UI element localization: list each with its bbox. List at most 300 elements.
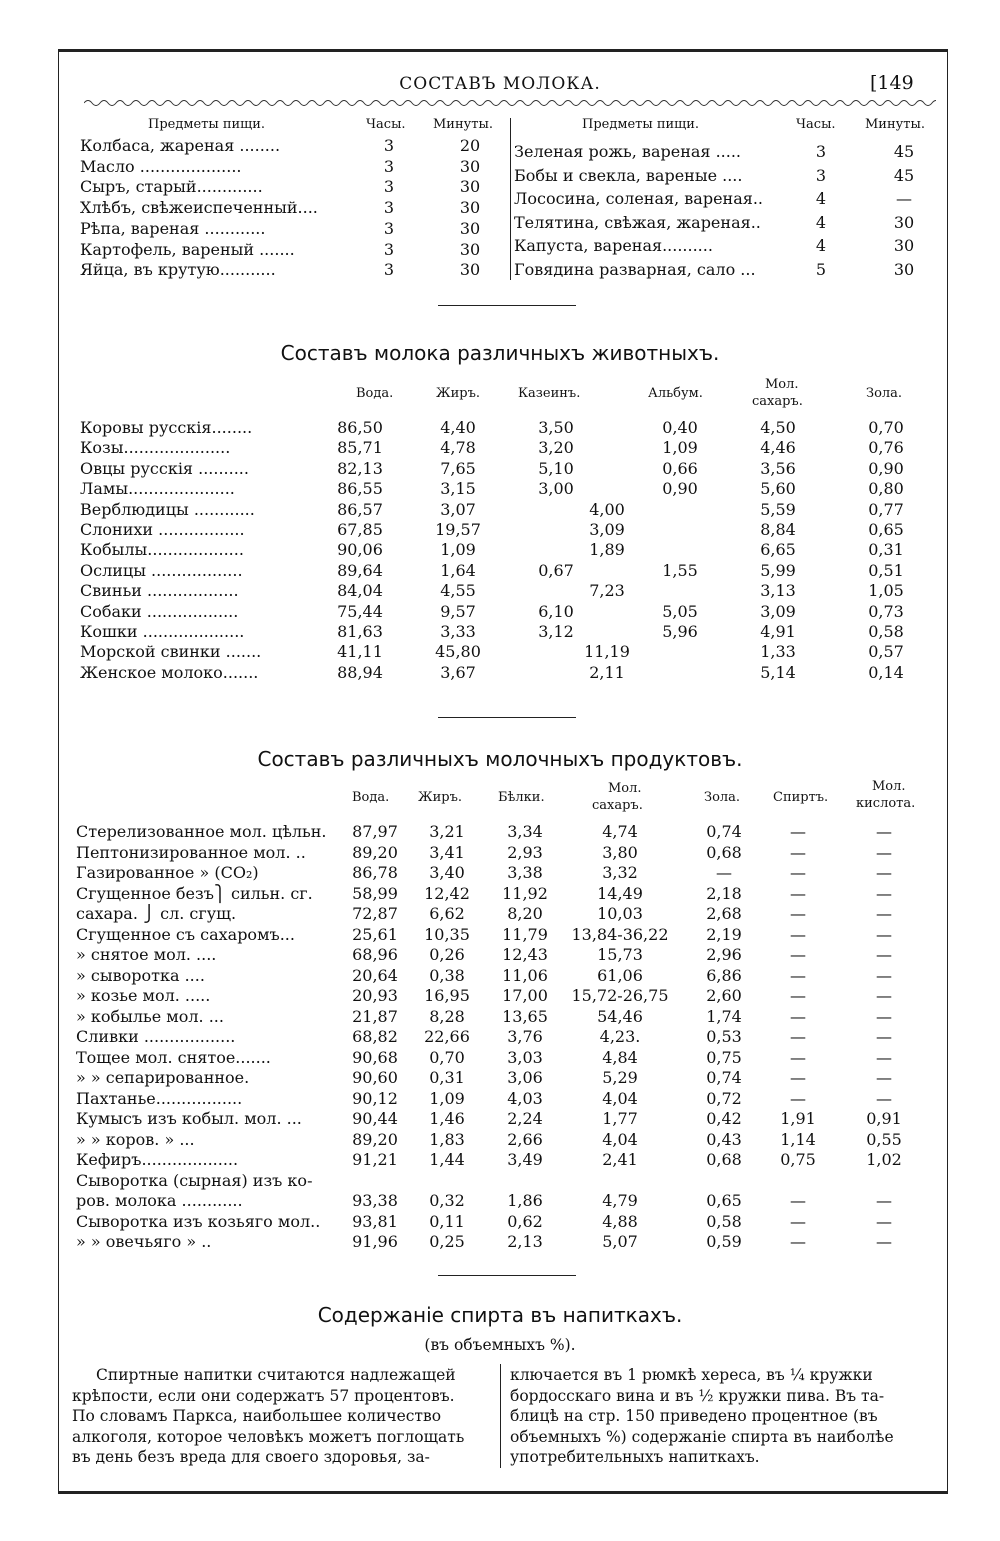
animal-name: Кошки .................... (80, 622, 245, 641)
animal-name: Морской свинки ....... (80, 642, 262, 662)
casein-value: 5,10 (538, 458, 574, 478)
value-cell: 10,03 (597, 904, 643, 923)
hours-value: 3 (815, 165, 827, 185)
water-value: 75,44 (337, 601, 383, 621)
value-cell: 0,42 (706, 1109, 742, 1128)
column-header: Вода. (356, 386, 394, 401)
sugar-value: 5,59 (760, 499, 796, 519)
value-cell: — (876, 1191, 892, 1210)
casein-value: 3,20 (538, 438, 574, 458)
value-cell: — (790, 1068, 806, 1087)
water-value: 88,94 (337, 662, 383, 682)
hours-value: 3 (383, 239, 395, 259)
value-cell: 0,91 (866, 1109, 902, 1128)
product-name: Сгущенное съ сахаромъ... (76, 924, 295, 944)
column-header: Часы. (366, 117, 406, 132)
value-cell: 54,46 (597, 1006, 643, 1026)
water-value: 86,50 (337, 418, 383, 437)
value-cell: 6,86 (706, 965, 742, 985)
value-cell: 72,87 (352, 904, 398, 923)
value-cell: 0,38 (429, 965, 465, 985)
page-number: [149 (870, 72, 914, 94)
paragraph-line: Спиртные напитки считаются надлежащей (96, 1366, 456, 1384)
value-cell: 2,13 (507, 1232, 543, 1251)
value-cell: 91,96 (352, 1232, 398, 1251)
water-value: 85,71 (337, 438, 383, 458)
ash-value: 0,65 (868, 520, 904, 539)
minutes-value: 30 (893, 212, 915, 232)
sugar-value: 6,65 (760, 540, 796, 560)
value-cell: 0,55 (866, 1129, 902, 1149)
hours-value: 4 (815, 212, 827, 232)
casein-value: 6,10 (538, 601, 574, 621)
value-cell: 12,43 (502, 945, 548, 964)
separator (438, 1275, 576, 1276)
value-cell: — (876, 863, 892, 882)
column-header: Мол. (765, 377, 799, 392)
product-name: Сливки .................. (76, 1027, 236, 1046)
value-cell: — (876, 1068, 892, 1087)
value-cell: — (790, 1027, 806, 1046)
value-cell: 11,79 (502, 924, 548, 944)
value-cell: 5,29 (602, 1068, 638, 1087)
value-cell: 3,49 (507, 1150, 543, 1169)
hours-value: 4 (815, 189, 827, 208)
food-item: Телятина, свѣжая, жареная.. (514, 212, 761, 232)
value-cell: — (790, 863, 806, 882)
value-cell: — (790, 1232, 806, 1251)
product-name: Пахтанье................. (76, 1088, 243, 1108)
value-cell: 4,74 (602, 822, 638, 841)
value-cell: 13,84-36,22 (571, 924, 669, 944)
fat-value: 9,57 (440, 601, 476, 621)
value-cell: 1,77 (602, 1109, 638, 1128)
column-header: Жиръ. (418, 790, 462, 805)
value-cell: — (790, 904, 806, 923)
value-cell: 2,96 (706, 945, 742, 964)
value-cell: 90,68 (352, 1047, 398, 1067)
sugar-value: 4,50 (760, 418, 796, 437)
value-cell: 68,96 (352, 945, 398, 964)
value-cell: 15,72-26,75 (571, 986, 669, 1005)
water-value: 82,13 (337, 458, 383, 478)
value-cell: 3,40 (429, 863, 465, 882)
fat-value: 4,55 (440, 581, 476, 601)
value-cell: 2,18 (706, 883, 742, 903)
value-cell: 0,68 (706, 842, 742, 862)
water-value: 84,04 (337, 581, 383, 601)
hours-value: 3 (815, 142, 827, 161)
minutes-value: 30 (459, 239, 481, 259)
ash-value: 0,90 (868, 458, 904, 478)
product-name: Тощее мол. снятое....... (76, 1047, 271, 1067)
animal-name: Женское молоко....... (80, 662, 259, 682)
food-item: Рѣпа, вареная ............ (80, 218, 266, 238)
casein-value: 3,00 (538, 479, 574, 499)
minutes-value: 30 (893, 236, 915, 255)
value-cell: — (876, 945, 892, 964)
protein-value: 2,11 (589, 662, 625, 682)
ash-value: 0,73 (868, 601, 904, 621)
value-cell: — (790, 1088, 806, 1108)
food-item: Масло .................... (80, 156, 242, 176)
minutes-value: 30 (893, 259, 915, 279)
value-cell: 93,81 (352, 1211, 398, 1231)
albumin-value: 0,90 (662, 479, 698, 499)
value-cell: 10,35 (424, 924, 470, 944)
animal-name: Свиньи .................. (80, 581, 239, 601)
value-cell: 8,28 (429, 1006, 465, 1026)
column-header: сахаръ. (592, 798, 643, 813)
value-cell: — (790, 924, 806, 944)
value-cell: 1,74 (706, 1006, 742, 1026)
value-cell: 11,06 (502, 965, 548, 985)
ash-value: 0,58 (868, 622, 904, 641)
value-cell: 87,97 (352, 822, 398, 841)
value-cell: 0,70 (429, 1047, 465, 1067)
value-cell: 68,82 (352, 1027, 398, 1046)
minutes-value: 30 (459, 198, 481, 218)
value-cell: 89,20 (352, 842, 398, 862)
value-cell: 2,66 (507, 1129, 543, 1149)
value-cell: 86,78 (352, 863, 398, 882)
hours-value: 3 (383, 177, 395, 197)
value-cell: 4,04 (602, 1088, 638, 1108)
value-cell: 3,38 (507, 863, 543, 882)
fat-value: 3,07 (440, 499, 476, 519)
value-cell: 1,14 (780, 1129, 816, 1149)
value-cell: 90,60 (352, 1068, 398, 1087)
value-cell: 90,44 (352, 1109, 398, 1128)
fat-value: 3,33 (440, 622, 476, 641)
water-value: 81,63 (337, 622, 383, 641)
value-cell: — (790, 1211, 806, 1231)
protein-value: 4,00 (589, 499, 625, 519)
albumin-value: 5,96 (662, 622, 698, 641)
animal-name: Верблюдицы ............ (80, 499, 255, 519)
fat-value: 7,65 (440, 458, 476, 478)
protein-value: 7,23 (589, 581, 625, 601)
water-value: 86,55 (337, 479, 383, 499)
value-cell: 1,02 (866, 1150, 902, 1169)
protein-value: 11,19 (584, 642, 630, 662)
product-name: » » коров. » ... (76, 1129, 195, 1149)
fat-value: 45,80 (435, 642, 481, 662)
albumin-value: 5,05 (662, 601, 698, 621)
sugar-value: 4,46 (760, 438, 796, 458)
value-cell: 3,21 (429, 822, 465, 841)
value-cell: 4,88 (602, 1211, 638, 1231)
fat-value: 4,78 (440, 438, 476, 458)
value-cell: 0,72 (706, 1088, 742, 1108)
value-cell: 5,07 (602, 1232, 638, 1251)
value-cell: 3,32 (602, 863, 638, 882)
value-cell: — (876, 842, 892, 862)
product-name: » кобылье мол. ... (76, 1006, 224, 1026)
food-item: Капуста, вареная.......... (514, 236, 713, 255)
value-cell: — (876, 904, 892, 923)
value-cell: 1,09 (429, 1088, 465, 1108)
food-item: Колбаса, жареная ........ (80, 136, 281, 155)
paragraph-line: По словамъ Паркса, наибольшее количество (72, 1407, 442, 1425)
ash-value: 0,70 (868, 418, 904, 437)
fat-value: 1,09 (440, 540, 476, 560)
column-header: Предметы пищи. (148, 117, 266, 132)
value-cell: 0,62 (507, 1211, 543, 1231)
sugar-value: 4,91 (760, 622, 796, 641)
column-header: Жиръ. (436, 386, 480, 401)
water-value: 41,11 (337, 642, 383, 662)
product-name: Кумысъ изъ кобыл. мол. ... (76, 1109, 302, 1128)
water-value: 86,57 (337, 499, 383, 519)
food-item: Хлѣбъ, свѣжеиспеченный.... (80, 198, 318, 218)
sugar-value: 1,33 (760, 642, 796, 662)
value-cell: 4,03 (507, 1088, 543, 1108)
product-name: Стерелизованное мол. цѣльн. (76, 822, 327, 841)
value-cell: 90,12 (352, 1088, 398, 1108)
fat-value: 4,40 (440, 418, 476, 437)
minutes-value: 30 (459, 156, 481, 176)
minutes-value: 30 (459, 177, 481, 197)
value-cell: 0,26 (429, 945, 465, 964)
value-cell: 0,11 (429, 1211, 465, 1231)
sugar-value: 3,13 (760, 581, 796, 601)
hours-value: 3 (383, 260, 395, 280)
column-header: Мол. (872, 779, 906, 794)
hours-value: 3 (383, 136, 395, 155)
hours-value: 5 (815, 259, 827, 279)
column-header: Мол. (608, 781, 642, 796)
value-cell: — (876, 1232, 892, 1251)
animal-name: Козы..................... (80, 438, 231, 458)
value-cell: — (790, 945, 806, 964)
value-cell: 13,65 (502, 1006, 548, 1026)
column-header: Вода. (352, 790, 390, 805)
value-cell: 22,66 (424, 1027, 470, 1046)
sugar-value: 3,09 (760, 601, 796, 621)
value-cell: 3,03 (507, 1047, 543, 1067)
value-cell: 4,23. (599, 1027, 641, 1046)
product-name: ров. молока ............ (76, 1191, 243, 1210)
value-cell: — (790, 1191, 806, 1210)
ash-value: 0,76 (868, 438, 904, 458)
albumin-value: 1,55 (662, 560, 698, 580)
minutes-value: 45 (893, 165, 915, 185)
column-header: Предметы пищи. (582, 117, 700, 132)
value-cell: 1,83 (429, 1129, 465, 1149)
water-value: 90,06 (337, 540, 383, 560)
column-divider (500, 1364, 501, 1468)
value-cell: 21,87 (352, 1006, 398, 1026)
alcohol-title: Содержаніе спирта въ напиткахъ. (317, 1303, 683, 1327)
sugar-value: 5,14 (760, 662, 796, 682)
paragraph-line: ключается въ 1 рюмкѣ хереса, въ ¼ кружки (510, 1366, 873, 1384)
column-header: Казеинъ. (518, 386, 581, 401)
animal-name: Ослицы .................. (80, 560, 243, 580)
ash-value: 0,51 (868, 560, 904, 580)
value-cell: 2,60 (706, 986, 742, 1005)
digestion-divider (510, 118, 511, 280)
value-cell: 2,93 (507, 842, 543, 862)
value-cell: — (876, 1088, 892, 1108)
animal-name: Кобылы................... (80, 540, 244, 560)
product-name: Сыворотка изъ козьяго мол.. (76, 1211, 321, 1231)
separator (438, 717, 576, 718)
paragraph-line: въ день безъ вреда для своего здоровья, за- (72, 1448, 430, 1466)
product-name: Кефиръ................... (76, 1150, 239, 1169)
column-header: Бѣлки. (498, 790, 545, 805)
water-value: 89,64 (337, 560, 383, 580)
value-cell: 0,25 (429, 1232, 465, 1251)
value-cell: 91,21 (352, 1150, 398, 1169)
value-cell: — (790, 986, 806, 1005)
product-name: » сыворотка .... (76, 965, 205, 985)
hours-value: 3 (383, 218, 395, 238)
value-cell: 0,75 (780, 1150, 816, 1169)
value-cell: 14,49 (597, 883, 643, 903)
value-cell: 0,74 (706, 1068, 742, 1087)
value-cell: — (790, 1006, 806, 1026)
value-cell: — (876, 1047, 892, 1067)
column-header: сахаръ. (752, 394, 803, 409)
value-cell: — (876, 986, 892, 1005)
value-cell: 4,79 (602, 1191, 638, 1210)
casein-value: 3,50 (538, 418, 574, 437)
casein-value: 0,67 (538, 560, 574, 580)
food-item: Яйца, въ крутую........... (80, 260, 276, 280)
value-cell: 20,64 (352, 965, 398, 985)
albumin-value: 1,09 (662, 438, 698, 458)
value-cell: 12,42 (424, 883, 470, 903)
sugar-value: 8,84 (760, 520, 796, 539)
value-cell: 0,32 (429, 1191, 465, 1210)
product-name: Пептонизированное мол. .. (76, 842, 306, 862)
hours-value: 3 (383, 198, 395, 218)
value-cell: 93,38 (352, 1191, 398, 1210)
sugar-value: 5,60 (760, 479, 796, 499)
value-cell: 61,06 (597, 965, 643, 985)
minutes-value: — (896, 189, 912, 208)
casein-value: 3,12 (538, 622, 574, 641)
ash-value: 0,77 (868, 499, 904, 519)
value-cell: 1,44 (429, 1150, 465, 1169)
paragraph-line: объемныхъ %) содержаніе спирта въ наиболѣе (510, 1427, 894, 1446)
food-item: Говядина разварная, сало ... (514, 259, 756, 279)
milk-animals-title: Составъ молока различныхъ животныхъ. (280, 341, 720, 365)
column-header: Альбум. (648, 386, 703, 401)
value-cell: — (876, 883, 892, 903)
fat-value: 1,64 (440, 560, 476, 580)
value-cell: 0,65 (706, 1191, 742, 1210)
value-cell: 3,06 (507, 1068, 543, 1087)
value-cell: 0,43 (706, 1129, 742, 1149)
ash-value: 1,05 (868, 581, 904, 601)
dairy-title: Составъ различныхъ молочныхъ продуктовъ. (257, 747, 743, 771)
hours-value: 4 (815, 236, 827, 255)
value-cell: — (790, 842, 806, 862)
value-cell: — (876, 1027, 892, 1046)
value-cell: 17,00 (502, 986, 548, 1005)
product-name: » козье мол. ..... (76, 986, 211, 1005)
value-cell: 1,46 (429, 1109, 465, 1128)
value-cell: 16,95 (424, 986, 470, 1005)
food-item: Лососина, соленая, вареная.. (514, 189, 763, 208)
animal-name: Ламы..................... (80, 479, 235, 499)
separator (438, 305, 576, 306)
column-header: Спиртъ. (773, 790, 829, 805)
value-cell: 4,84 (602, 1047, 638, 1067)
animal-name: Овцы русскія .......... (80, 458, 249, 478)
ash-value: 0,80 (868, 479, 904, 499)
value-cell: 3,76 (507, 1027, 543, 1046)
column-header: Зола. (866, 386, 903, 401)
paragraph-line: бордосскаго вина и въ ½ кружки пива. Въ та- (510, 1386, 885, 1405)
value-cell: 58,99 (352, 883, 398, 903)
paragraph-line: алкоголя, которое человѣкъ можетъ поглощать (72, 1427, 465, 1446)
value-cell: 1,91 (780, 1109, 816, 1128)
column-header: Минуты. (433, 117, 493, 132)
ash-value: 0,14 (868, 662, 904, 682)
minutes-value: 20 (459, 136, 481, 155)
value-cell: — (716, 863, 732, 882)
value-cell: 2,19 (706, 924, 742, 944)
food-item: Зеленая рожь, вареная ..... (514, 142, 741, 161)
column-header: Зола. (704, 790, 741, 805)
albumin-value: 0,40 (662, 418, 698, 437)
value-cell: 2,24 (507, 1109, 543, 1128)
bottom-rule (58, 1491, 948, 1494)
albumin-value: 0,66 (662, 458, 698, 478)
value-cell: 4,04 (602, 1129, 638, 1149)
alcohol-subtitle: (въ объемныхъ %). (424, 1336, 576, 1354)
value-cell: — (876, 1211, 892, 1231)
value-cell: 11,92 (502, 883, 548, 903)
value-cell: 1,86 (507, 1191, 543, 1210)
value-cell: — (790, 822, 806, 841)
product-name: » » сепарированное. (76, 1068, 250, 1087)
value-cell: 15,73 (597, 945, 643, 964)
value-cell: 89,20 (352, 1129, 398, 1149)
protein-value: 3,09 (589, 520, 625, 539)
column-header: Часы. (796, 117, 836, 132)
value-cell: 20,93 (352, 986, 398, 1005)
value-cell: 0,31 (429, 1068, 465, 1087)
fat-value: 19,57 (435, 520, 481, 539)
running-title: СОСТАВЪ МОЛОКА. (399, 74, 601, 94)
product-name: » » овечьяго » .. (76, 1232, 212, 1251)
value-cell: 0,75 (706, 1047, 742, 1067)
minutes-value: 30 (459, 260, 481, 280)
paragraph-line: крѣпости, если они содержатъ 57 процентовъ. (72, 1386, 455, 1405)
value-cell: — (790, 883, 806, 903)
paragraph-line: блицѣ на стр. 150 приведено процентное (въ (510, 1407, 878, 1425)
value-cell: 25,61 (352, 924, 398, 944)
minutes-value: 30 (459, 218, 481, 238)
sugar-value: 3,56 (760, 458, 796, 478)
value-cell: 3,80 (602, 842, 638, 862)
value-cell: 3,41 (429, 842, 465, 862)
minutes-value: 45 (893, 142, 915, 161)
value-cell: — (790, 1047, 806, 1067)
food-item: Картофель, вареный ....... (80, 239, 295, 259)
value-cell: 0,68 (706, 1150, 742, 1169)
food-item: Сыръ, старый............. (80, 177, 263, 197)
column-header: Минуты. (865, 117, 925, 132)
ash-value: 0,57 (868, 642, 904, 662)
product-name: сахара. ⎭ сл. сгущ. (76, 904, 237, 923)
product-name: Сыворотка (сырная) изъ ко- (76, 1170, 313, 1190)
protein-value: 1,89 (589, 540, 625, 560)
